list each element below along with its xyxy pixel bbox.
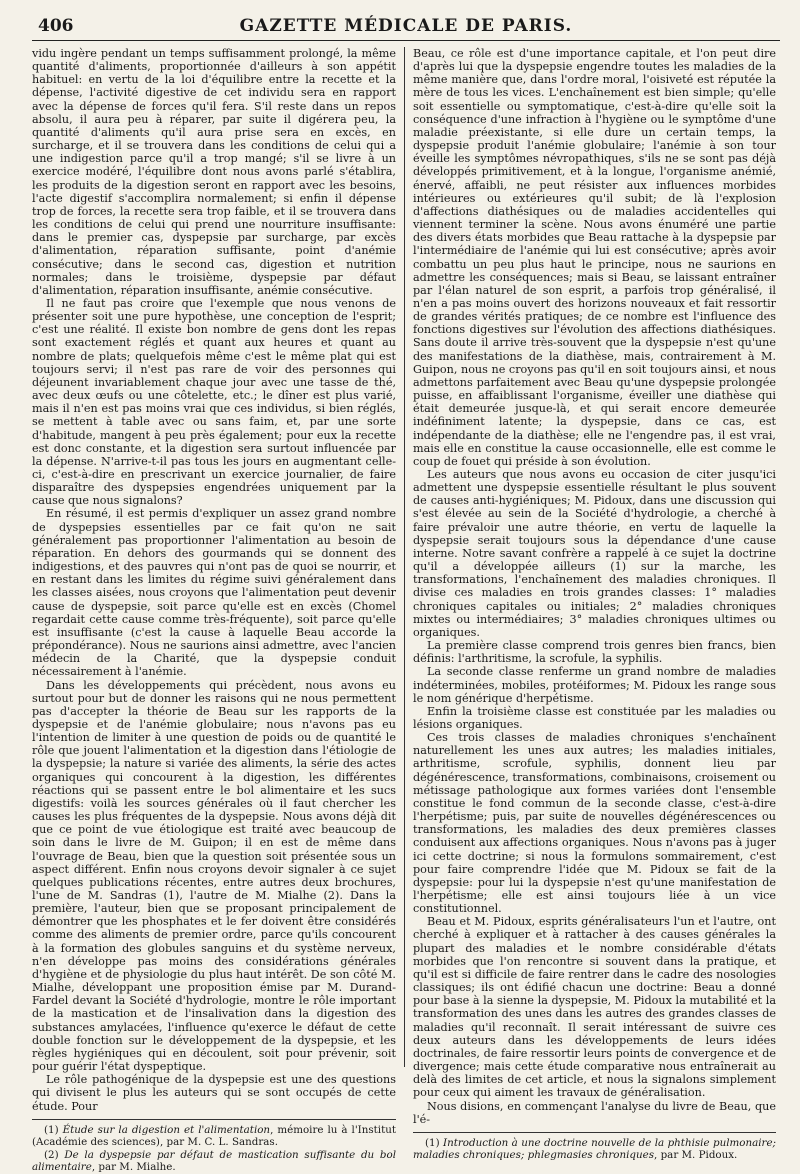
footnote: (1) Étude sur la digestion et l'alimentation, mémoire lu à l'Institut (Académie des sciences), par M. C. L. Sandras. [32,1123,396,1149]
paragraph: La seconde classe renferme un grand nombre de maladies indéterminées, mobiles, protéiformes; M. Pidoux les range sous le nom générique d'herpétisme. [413,665,776,705]
paragraph: Ces trois classes de maladies chroniques s'enchaînent naturellement les unes aux autres; les maladies initiales, arthritisme, scrofule, syphilis, donnent lieu par dégénérescence, transformations, combinaisons, croisement ou métissage pathologique aux formes variées dont l'ensemble constitue le fond commun de la seconde classe, c'est-à-dire l'herpétisme; puis, par suite de nouvelles dégénérescences ou transformations, les maladies des deux premières classes conduisent aux affections organiques. Nous n'avons pas à juger ici cette doctrine; si nous la formulons sommairement, c'est pour faire comprendre l'idée que M. Pidoux se fait de la dyspepsie: pour lui la dyspepsie n'est qu'une manifestation de l'herpétisme; elle est ainsi toujours liée à un vice constitutionnel. [413,731,776,916]
journal-title: GAZETTE MÉDICALE DE PARIS. [239,16,573,36]
footnote-title: Étude sur la digestion et l'alimentation [62,1123,271,1136]
article-columns [32,47,780,1174]
paragraph: Beau, ce rôle est d'une importance capitale, et l'on peut dire d'après lui que la dyspepsie engendre toutes les maladies de la même manière que, dans l'ordre moral, l'oisiveté est réputée la mère de tous les vices. L'enchaînement est bien simple; qu'elle soit essentielle ou symptomatique, c'est-à-dire qu'elle soit la conséquence d'une infraction à l'hygiène ou le symptôme d'une maladie préexistante, si elle dure un certain temps, la dyspepsie produit l'anémie globulaire; l'anémie à son tour éveille les symptômes névropathiques, s'ils ne se sont pas déjà développés primitivement, et à la longue, l'organisme anémié, énervé, affaibli, ne peut résister aux influences morbides intérieures ou extérieures qu'il subit; de là l'explosion d'affections diathésiques ou de maladies accidentelles qui viennent terminer la scène. Nous avons énuméré une partie des divers états morbides que Beau rattache à la dyspepsie par l'intermédiaire de l'anémie qui lui est consécutive; après avoir combattu un peu plus haut le principe, nous ne saurions en admettre les conséquences; mais si Beau, se laissant entraîner par l'élan naturel de son esprit, a parfois trop généralisé, il n'en a pas moins ouvert des horizons nouveaux et fait ressortir de grandes vérités pratiques; de ce nombre est l'influence des fonctions digestives sur l'évolution des affections diathésiques. Sans doute il arrive très-souvent que la dyspepsie n'est qu'une des manifestations de la diathèse, mais, contrairement à M. Guipon, nous ne croyons pas qu'il en soit toujours ainsi, et nous admettons parfaitement avec Beau qu'une dyspepsie prolongée puisse, en affaiblissant l'organisme, éveiller une diathèse qui était demeurée jusque-là, et qui serait encore demeurée indéfiniment latente; la dyspepsie, dans ce cas, est indépendante de la diathèse; elle ne l'engendre pas, il est vrai, mais elle en constitue la cause occasionnelle, elle est comme le coup de fouet qui préside à son évolution. [413,47,776,468]
paragraph: Nous disions, en commençant l'analyse du livre de Beau, que l'é- [413,1099,776,1126]
page-header [32,14,780,41]
paragraph: vidu ingère pendant un temps suffisamment prolongé, la même quantité d'aliments, proportionnée d'ailleurs à son appétit habituel: en vertu de la loi d'équilibre entre la recette et la dépense, l'activité digestive de cet individu sera en rapport avec la dépense de forces qu'il fera. S'il reste dans un repos absolu, il aura peu à réparer, par suite il digérera peu, la quantité d'aliments qu'il aura prise sera en excès, en surcharge, et il se trouvera dans les conditions de celui qui a une indigestion parce qu'il a trop mangé; s'il se livre à un exercice modéré, l'équilibre dont nous avons parlé s'établira, les produits de la digestion seront en rapport avec les besoins, l'acte digestif s'accomplira normalement; si enfin il dépense trop de forces, la recette sera trop faible, et il se trouvera dans les conditions de celui qui prend une nourriture insuffisante: dans le premier cas, dyspepsie par surcharge, par excès d'alimentation, réparation suffisante, point d'anémie consécutive; dans le second cas, digestion et nutrition normales; dans le troisième, dyspepsie par défaut d'alimentation, réparation insuffisante, anémie consécutive. [32,47,396,297]
paragraph: Beau et M. Pidoux, esprits généralisateurs l'un et l'autre, ont cherché à expliquer et à rattacher à des causes générales la plupart des maladies et le nombre considérable d'états morbides que l'on rencontre si souvent dans la pratique, et qu'il est si difficile de faire rentrer dans le cadre des nosologies classiques; ils ont édifié chacun une doctrine: Beau a donné pour base à la sienne la dyspepsie, M. Pidoux la mutabilité et la transformation des unes dans les autres des grandes classes de maladies qu'il reconnaît. Il serait intéressant de suivre ces deux auteurs dans les développements de leurs idées doctrinales, de faire ressortir leurs points de convergence et de divergence; mais cette étude comparative nous entraînerait au delà des limites de cet article, et nous la signalons simplement pour ceux qui aiment les travaux de généralisation. [413,915,776,1100]
paragraph: La première classe comprend trois genres bien francs, bien définis: l'arthritisme, la scrofule, la syphilis. [413,639,776,666]
footnotes-right [413,1132,776,1162]
paragraph: En résumé, il est permis d'expliquer un assez grand nombre de dyspepsies essentielles par ce fait qu'on ne sait généralement pas proportionner l'alimentation au besoin de réparation. En dehors des gourmands qui se donnent des indigestions, et des pauvres qui n'ont pas de quoi se nourrir, et en restant dans les limites du régime suivi généralement dans les classes aisées, nous croyons que l'alimentation peut devenir cause de dyspepsie, soit parce qu'elle est en excès (Chomel regardait cette cause comme très-fréquente), soit parce qu'elle est insuffisante (c'est la cause à laquelle Beau accorde la prépondérance). Nous ne saurions ainsi admettre, avec l'ancien médecin de la Charité, que la dyspepsie conduit nécessairement à l'anémie. [32,507,396,679]
paragraph: Les auteurs que nous avons eu occasion de citer jusqu'ici admettent une dyspepsie essentielle résultant le plus souvent de causes anti-hygiéniques; M. Pidoux, dans une discussion qui s'est élevée au sein de la Société d'hydrologie, a cherché à faire prévaloir une autre théorie, en vertu de laquelle la dyspepsie serait toujours sous la dépendance d'une cause interne. Notre savant confrère a rappelé à ce sujet la doctrine qu'il a développée ailleurs (1) sur la marche, les transformations, l'enchaînement des maladies chroniques. Il divise ces maladies en trois grandes classes: 1° maladies chroniques capitales ou initiales; 2° maladies chroniques mixtes ou intermédiaires; 3° maladies chroniques ultimes ou organiques. [413,468,776,639]
page-number: 406 [38,16,74,36]
paragraph: Enfin la troisième classe est constituée par les maladies ou lésions organiques. [413,704,776,731]
right-column [404,47,777,1162]
footnote-title: De la dyspepsie par défaut de mastication suffisante du bol alimentaire [32,1148,396,1174]
paragraph: Le rôle pathogénique de la dyspepsie est une des questions qui divisent le plus les auteurs qui se sont occupés de cette étude. Pour [32,1073,396,1113]
footnote-title: Introduction à une doctrine nouvelle de la phthisie pulmonaire; maladies chroniques; phlegmasies chroniques [413,1136,777,1162]
paragraph: Dans les développements qui précèdent, nous avons eu surtout pour but de donner les raisons qui ne nous permettent pas d'accepter la théorie de Beau sur les rapports de la dyspepsie et de l'anémie globulaire; nous n'avons pas eu l'intention de limiter à une question de poids ou de quantité le rôle que jouent l'alimentation et la digestion dans l'étiologie de la dyspepsie; la nature si variée des aliments, la série des actes organiques qui concourent à la digestion, les différentes réactions qui se passent entre le bol alimentaire et les sucs digestifs: voilà les sources générales où il faut chercher les causes les plus fréquentes de la dyspepsie. Nous avons déjà dit que ce point de vue étiologique est traité avec beaucoup de soin dans le livre de M. Guipon; il en est de même dans l'ouvrage de Beau, bien que la question soit présentée sous un aspect différent. Enfin nous croyons devoir signaler à ce sujet quelques publications récentes, entre autres deux brochures, l'une de M. Sandras (1), l'autre de M. Mialhe (2). Dans la première, l'auteur, bien que se proposant principalement de démontrer que les phosphates et le fer doivent être considérés comme des aliments de premier ordre, parce qu'ils concourent à la formation des globules sanguins et du système nerveux, n'en développe pas moins des considérations générales d'hygiène et de physiologie du plus haut intérêt. De son côté M. Mialhe, développant une proposition émise par M. Durand-Fardel devant la Société d'hydrologie, montre le rôle important de la mastication et de l'insalivation dans la digestion des substances amylacées, l'influence qu'exerce le défaut de cette double fonction sur le développement de la dyspepsie, et les règles hygiéniques qui en découlent, soit pour prévenir, soit pour guérir l'état dyspeptique. [32,678,396,1074]
footnote: (2) De la dyspepsie par défaut de mastication suffisante du bol alimentaire, par M. Mialhe. [32,1148,396,1174]
left-column [32,47,404,1174]
footnotes-left [32,1119,396,1174]
footnote: (1) Introduction à une doctrine nouvelle de la phthisie pulmonaire; maladies chroniques; phlegmasies chroniques, par M. Pidoux. [413,1136,777,1162]
paragraph: Il ne faut pas croire que l'exemple que nous venons de présenter soit une pure hypothèse, une conception de l'esprit; c'est une réalité. Il existe bon nombre de gens dont les repas sont exactement réglés et quant aux heures et quant au nombre de plats; quelquefois même c'est le même plat qui est toujours servi; il n'est pas rare de voir des personnes qui déjeunent invariablement chaque jour avec une tasse de thé, avec deux œufs ou une côtelette, etc.; le dîner est plus varié, mais il n'en est pas moins vrai que ces individus, si bien réglés, se mettent à table avec ou sans faim, et, par une sorte d'habitude, mangent à peu près également; pour eux la recette est donc constante, et la digestion sera surtout influencée par la dépense. N'arrive-t-il pas tous les jours en augmentant celle-ci, c'est-à-dire en prescrivant un exercice journalier, de faire disparaître des dyspepsies engendrées uniquement par la cause que nous signalons? [32,296,396,508]
